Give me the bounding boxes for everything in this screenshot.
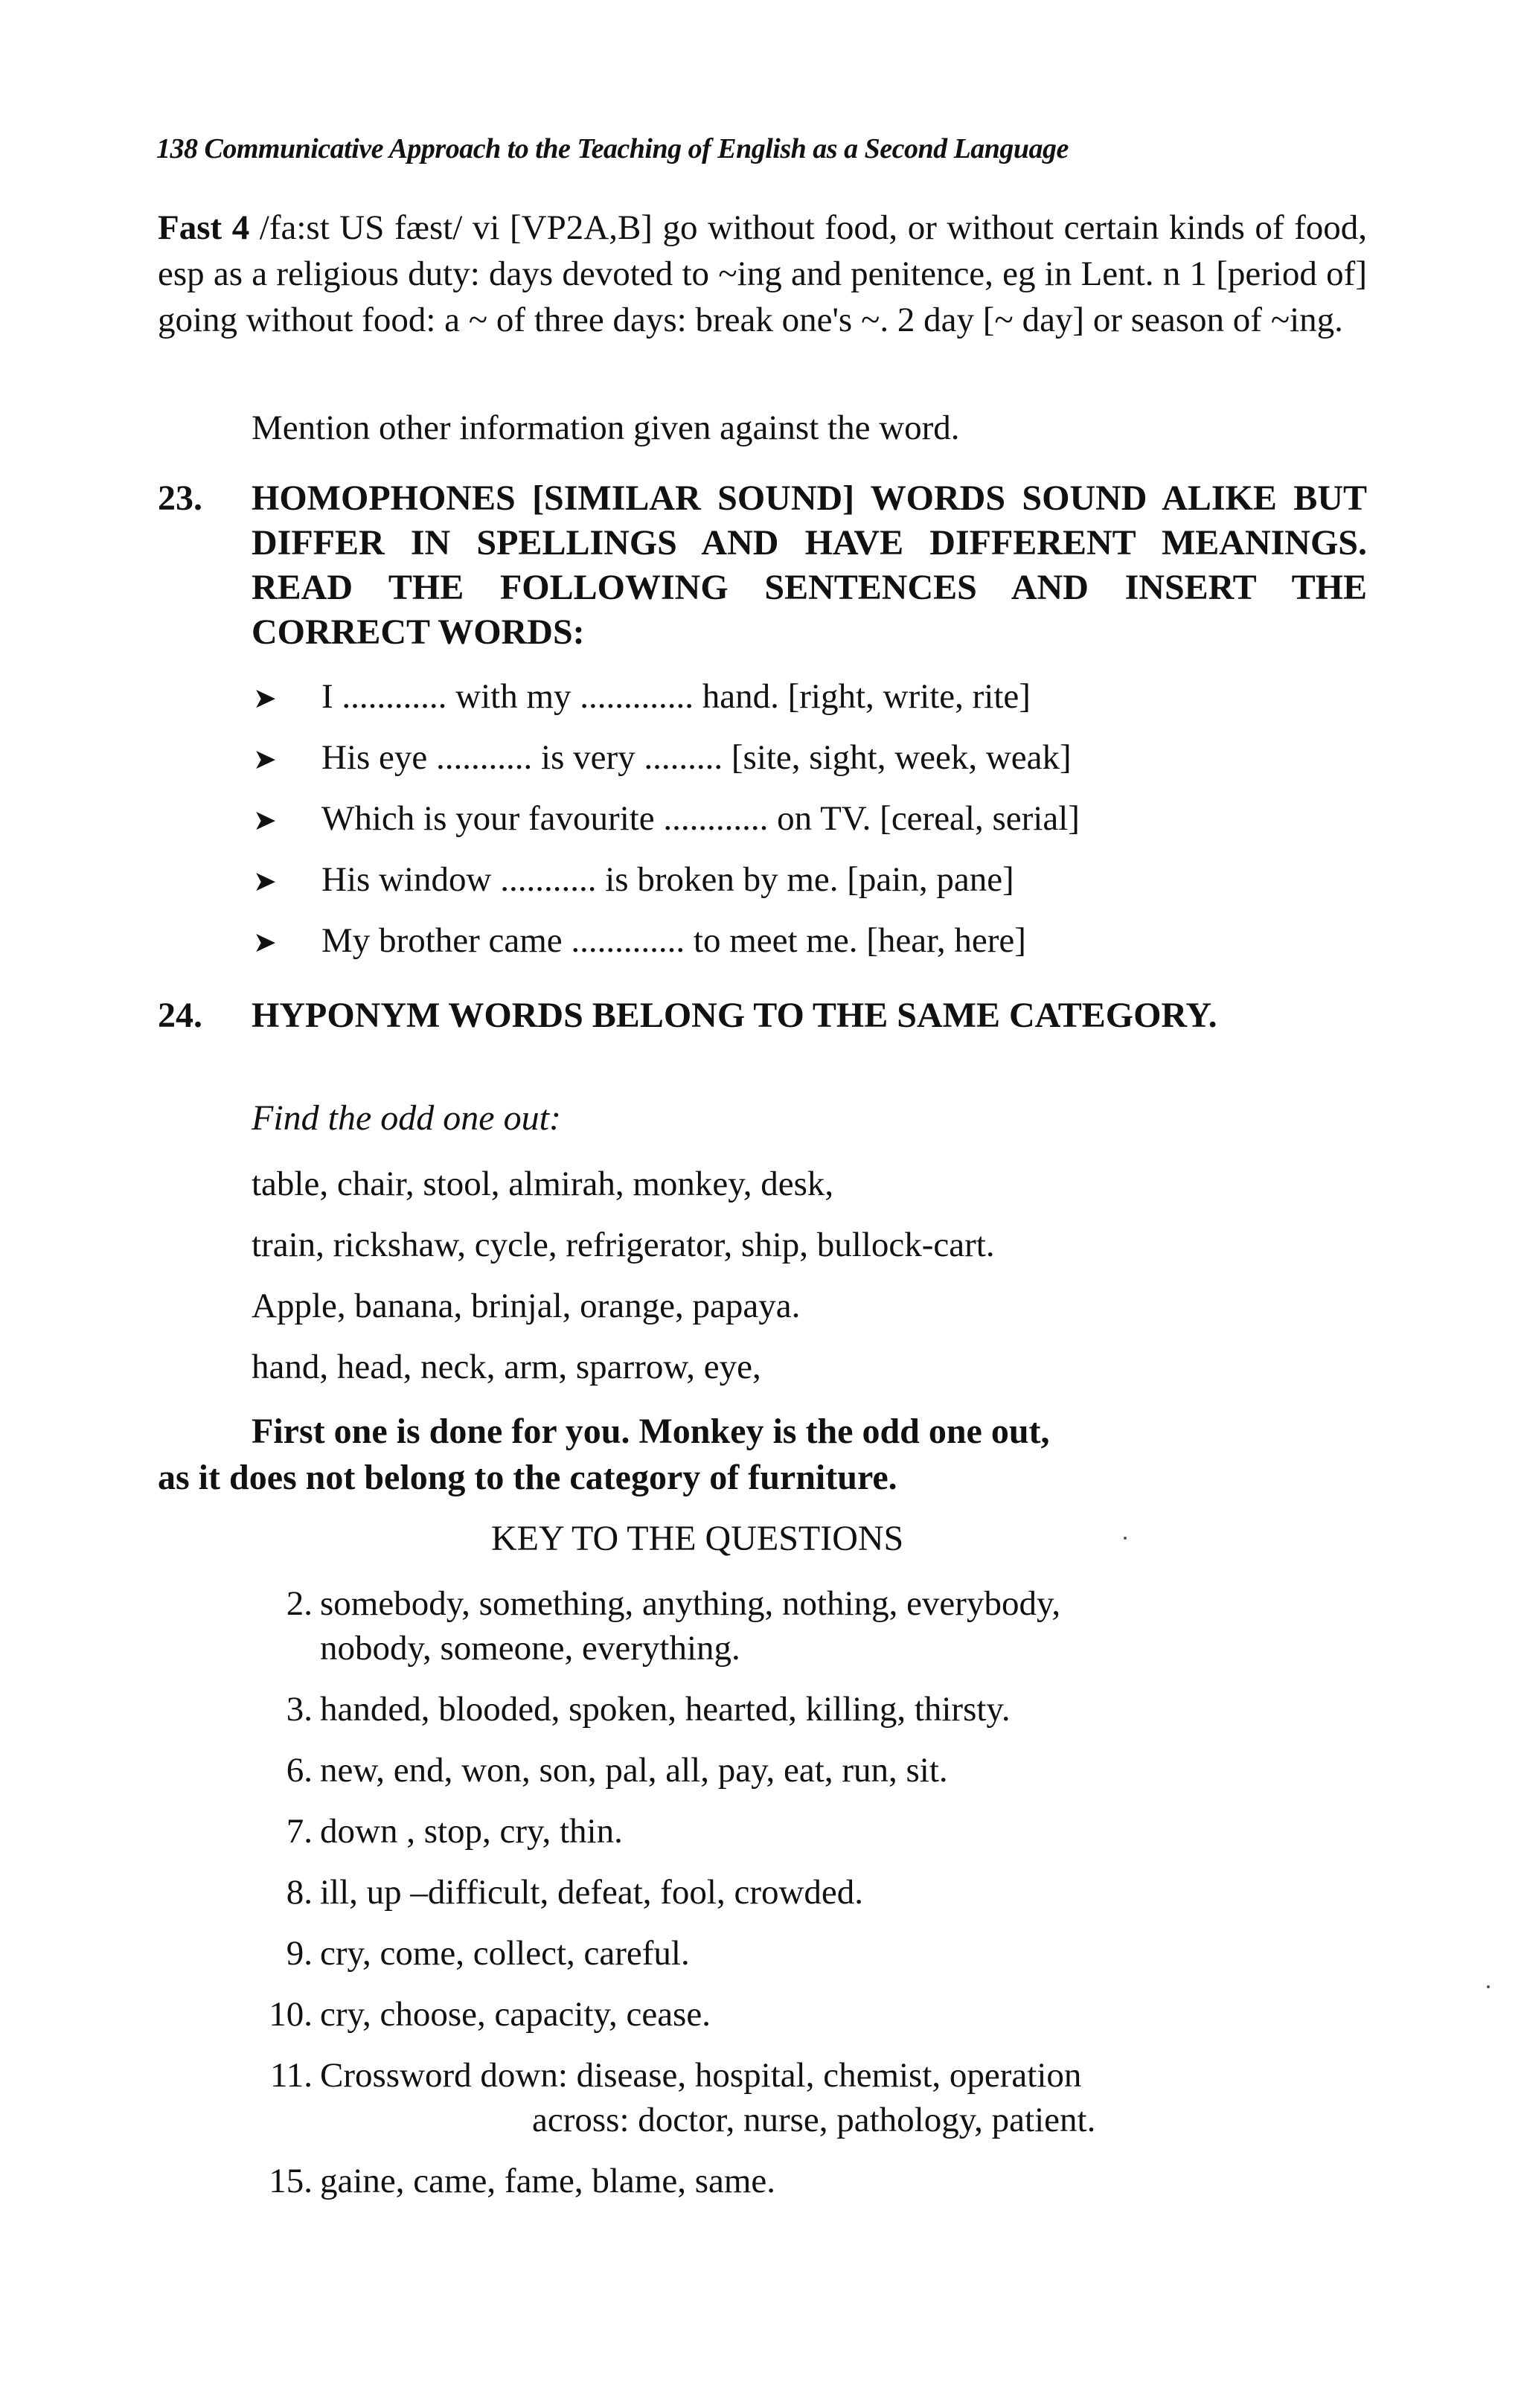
key-heading: KEY TO THE QUESTIONS (491, 1519, 904, 1558)
section-23-heading (158, 476, 1367, 655)
section-24-heading (158, 993, 1367, 1038)
key-item: 3. handed, blooded, spoken, hearted, killing, thirsty. (286, 1690, 1011, 1729)
list-item: ➤ I ............ with my ............. hand. [right, write, rite] (253, 673, 1080, 734)
list-item: ➤ His eye ........... is very ......... [site, sight, week, weak] (253, 734, 1080, 795)
list-item: table, chair, stool, almirah, monkey, desk, (252, 1165, 834, 1203)
entry-text: /fa:st US fæst/ vi [VP2A,B] go without food, or without certain kinds of food, esp as a religious duty: days devoted to ~ing and penitence, eg in Lent. n 1 [period of] going without food: a ~ of three days: break one's ~. 2 day [~ day] or season of ~ing. (158, 208, 1368, 339)
section-title: HYPONYM WORDS BELONG TO THE SAME CATEGORY. (252, 996, 1217, 1035)
key-item: 8. ill, up –difficult, defeat, fool, crowded. (286, 1873, 864, 1912)
section-number: 23. (158, 478, 202, 518)
list-item: hand, head, neck, arm, sparrow, eye, (252, 1348, 761, 1386)
answer-key (252, 1581, 1368, 2220)
ink-speck (1487, 1985, 1490, 1988)
running-header: 138 Communicative Approach to the Teaching of English as a Second Language (156, 133, 1069, 164)
arrow-bullet-icon: ➤ (253, 744, 277, 775)
arrow-bullet-icon: ➤ (253, 866, 277, 897)
key-item: 7. down , stop, cry, thin. (286, 1812, 623, 1851)
list-item: train, rickshaw, cycle, refrigerator, ship, bullock-cart. (252, 1226, 995, 1264)
list-item: ➤ His window ........... is broken by me. [pain, pane] (253, 856, 1080, 918)
list-item: ➤ Which is your favourite ............ on TV. [cereal, serial] (253, 795, 1080, 856)
word-groups (252, 1161, 995, 1405)
homophone-list (253, 673, 1080, 979)
key-item: 6. new, end, won, son, pal, all, pay, eat, run, sit. (286, 1751, 948, 1790)
list-item: Apple, banana, brinjal, orange, papaya. (252, 1287, 801, 1325)
dictionary-entry (158, 205, 1367, 343)
key-item: 2. somebody, something, anything, nothing, everybody, nobody, someone, everything. (286, 1584, 1061, 1668)
list-item: ➤ My brother came ............. to meet me. [hear, here] (253, 918, 1080, 979)
ink-speck (1124, 1537, 1127, 1540)
key-item: 11. Crossword down: disease, hospital, chemist, operation across: doctor, nurse, pathology, patient. (269, 2056, 1096, 2139)
arrow-bullet-icon: ➤ (253, 683, 277, 714)
headword: Fast 4 (158, 208, 250, 247)
arrow-bullet-icon: ➤ (253, 805, 277, 836)
key-item: 9. cry, come, collect, careful. (286, 1934, 690, 1973)
section-number: 24. (158, 996, 202, 1035)
section-title: HOMOPHONES [SIMILAR SOUND] WORDS SOUND ALIKE BUT DIFFER IN SPELLINGS AND HAVE DIFFERENT MEANINGS. READ THE FOLLOWING SENTENCES AND INSERT THE CORRECT WORDS: (252, 478, 1367, 652)
arrow-bullet-icon: ➤ (253, 927, 277, 958)
key-item: 15. gaine, came, fame, blame, same. (269, 2162, 776, 2200)
mention-instruction: Mention other information given against the word. (252, 409, 960, 447)
example-note: First one is done for you. Monkey is the odd one out, as it does not belong to the category of furniture. (158, 1412, 1050, 1497)
key-item: 10. cry, choose, capacity, cease. (269, 1995, 711, 2034)
odd-one-out-instruction: Find the odd one out: (252, 1098, 561, 1138)
